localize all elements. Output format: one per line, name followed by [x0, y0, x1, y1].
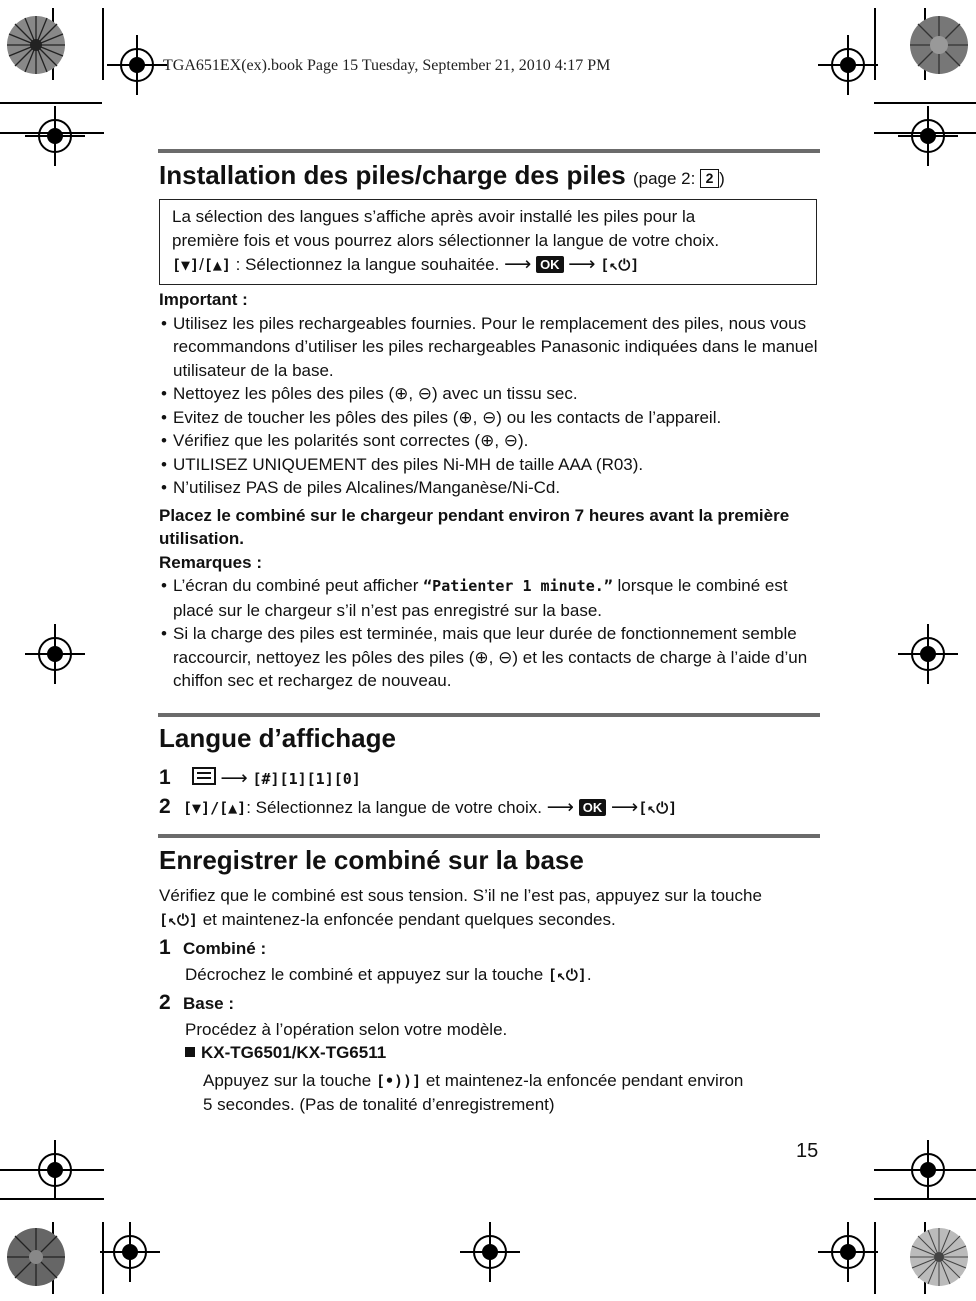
- star-target-icon: [5, 14, 67, 76]
- registration-mark-icon: [898, 106, 958, 166]
- step-1: 1 ⟶ [#][1][1][0]: [159, 766, 361, 789]
- registration-mark-icon: [460, 1222, 520, 1282]
- remarks-heading: Remarques :: [159, 552, 262, 572]
- page-reference: (page 2: 2 ): [632, 169, 725, 188]
- arrow-right-icon: ⟶: [610, 797, 639, 818]
- down-key: [▼]: [172, 256, 200, 274]
- list-item: • Evitez de toucher les pôles des piles (⊕, ⊖) ou les contacts de l’appareil.: [159, 406, 819, 430]
- registration-mark-icon: [25, 624, 85, 684]
- square-bullet-icon: [185, 1047, 195, 1057]
- registration-mark-icon: [25, 106, 85, 166]
- important-section: [159, 288, 819, 693]
- registration-mark-icon: [818, 35, 878, 95]
- section-rule: [158, 713, 820, 717]
- section-title-battery: Installation des piles/charge des piles (page 2: 2 ): [159, 160, 725, 190]
- list-item: • Nettoyez les pôles des piles (⊕, ⊖) avec un tissu sec.: [159, 382, 819, 406]
- key-sequence: [#][1][1][0]: [252, 770, 361, 788]
- model-heading: KX-TG6501/KX-TG6511: [159, 1041, 819, 1065]
- registration-mark-icon: [898, 1140, 958, 1200]
- arrow-right-icon: ⟶: [220, 768, 248, 789]
- up-key: [▲]: [203, 256, 231, 274]
- display-message: “Patienter 1 minute.”: [423, 577, 613, 595]
- section-rule: [158, 149, 820, 153]
- registration-mark-icon: [100, 1222, 160, 1282]
- charge-instruction: Placez le combiné sur le chargeur pendant environ 7 heures avant la première utilisation.: [159, 505, 790, 548]
- star-target-icon: [908, 14, 970, 76]
- step-1: 1 Combiné :: [159, 936, 267, 959]
- power-off-key: [↖⏻]: [547, 965, 587, 984]
- important-list: [159, 312, 819, 500]
- page-number: 15: [796, 1140, 819, 1162]
- registration-mark-icon: [25, 1140, 85, 1200]
- remarks-list: [159, 574, 819, 693]
- up-down-keys: [▼]/[▲]: [183, 799, 247, 817]
- section-title-register: Enregistrer le combiné sur la base: [159, 845, 584, 875]
- list-item: • L’écran du combiné peut afficher “Patienter 1 minute.” lorsque le combiné est placé sur le chargeur s’il n’est pas enregistré sur la base.: [159, 574, 819, 622]
- language-notice-box: La sélection des langues s’affiche après avoir installé les piles pour la première fois et vous pourrez alors sélectionner la langue de votre choix. [▼]/[▲] : Sélectionnez la langue souhaitée. ⟶ OK ⟶ [↖⏻]: [159, 199, 817, 285]
- arrow-right-icon: ⟶: [568, 254, 596, 275]
- arrow-right-icon: ⟶: [546, 797, 575, 818]
- list-item: • Utilisez les piles rechargeables fournies. Pour le remplacement des piles, nous vous recommandons d’utiliser les piles rechargeables Panasonic indiquées dans le manuel utilisateur de la base.: [159, 312, 819, 383]
- list-item: • Vérifiez que les polarités sont correctes (⊕, ⊖).: [159, 429, 819, 453]
- ok-key: OK: [536, 256, 564, 273]
- language-steps: [159, 764, 819, 822]
- list-item: • N’utilisez PAS de piles Alcalines/Manganèse/Ni-Cd.: [159, 476, 819, 500]
- star-target-icon: [5, 1226, 67, 1288]
- registration-mark-icon: [107, 35, 167, 95]
- section-title-language: Langue d’affichage: [159, 723, 396, 753]
- step-2: 2 [▼]/[▲]: Sélectionnez la langue de votre choix. ⟶ OK ⟶[↖⏻]: [159, 795, 678, 818]
- section-rule: [158, 834, 820, 838]
- registration-mark-icon: [898, 624, 958, 684]
- ok-key: OK: [579, 799, 607, 816]
- registration-mark-icon: [818, 1222, 878, 1282]
- menu-icon: [192, 767, 216, 785]
- important-heading: Important :: [159, 290, 248, 309]
- step-2: 2 Base :: [159, 991, 235, 1014]
- power-off-key: [↖⏻]: [638, 799, 678, 817]
- arrow-right-icon: ⟶: [504, 254, 532, 275]
- register-section: Vérifiez que le combiné est sous tension. S’il ne l’est pas, appuyez sur la touche [↖⏻] et maintenez-la enfoncée pendant quelques secondes. 1 Combiné : Décrochez le combiné et appuyez sur la touche [↖⏻]. 2 Base : Procédez à l’opération selon votre modèle. KX-TG6501/KX-TG6511 Appuyez sur la touche [•))] et maintenez-la enfoncée pendant environ 5 secondes. (Pas de tonalité d’enregistrement): [159, 884, 819, 1117]
- star-target-icon: [908, 1226, 970, 1288]
- list-item: • UTILISEZ UNIQUEMENT des piles Ni-MH de taille AAA (R03).: [159, 453, 819, 477]
- list-item: • Si la charge des piles est terminée, mais que leur durée de fonctionnement semble raccourcir, nettoyez les pôles des piles (⊕, ⊖) et les contacts de charge à l’aide d’un chiffon sec et rechargez de nouveau.: [159, 622, 819, 693]
- power-off-key: [↖⏻]: [600, 256, 640, 274]
- power-off-key: [↖⏻]: [159, 910, 198, 929]
- locator-key: [•))]: [375, 1071, 422, 1090]
- book-meta-header: TGA651EX(ex).book Page 15 Tuesday, September 21, 2010 4:17 PM: [163, 57, 611, 74]
